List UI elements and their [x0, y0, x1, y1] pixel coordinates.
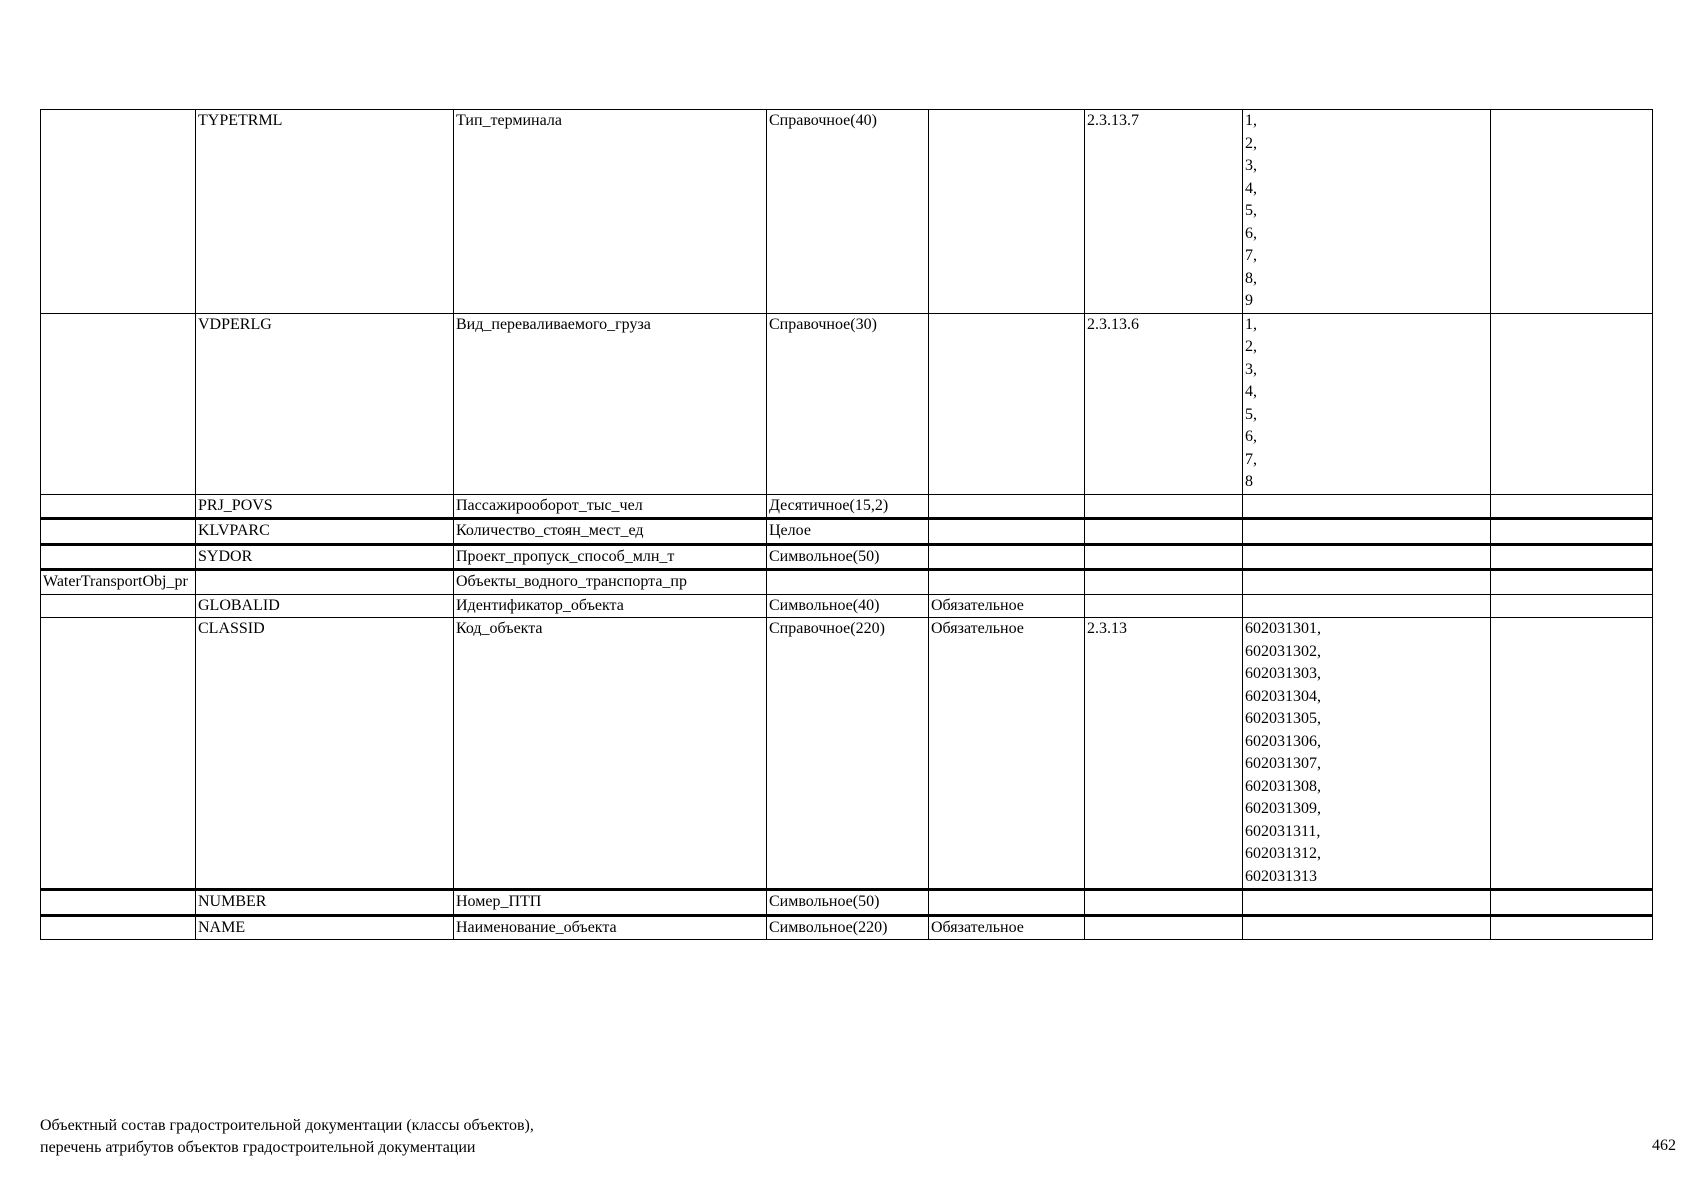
cell-values — [1243, 915, 1491, 940]
table-row — [41, 519, 1653, 545]
cell-type: Справочное(40) — [767, 110, 929, 314]
cell-note — [1491, 110, 1653, 314]
cell-required — [929, 519, 1085, 545]
cell-field: KLVPARC — [196, 519, 454, 545]
cell-ref: 2.3.13.7 — [1085, 110, 1243, 314]
value-item: 3, — [1245, 360, 1257, 378]
cell-ref — [1085, 594, 1243, 618]
footer-line-1: Объектный состав градостроительной документации (классы объектов), — [40, 1117, 534, 1134]
table-row — [41, 544, 1653, 570]
cell-class — [41, 313, 196, 494]
cell-values — [1243, 519, 1491, 545]
cell-type: Справочное(30) — [767, 313, 929, 494]
value-item: 602031301, — [1245, 620, 1321, 637]
cell-alias: Номер_ПТП — [454, 890, 767, 916]
cell-note — [1491, 494, 1653, 519]
table-body — [41, 110, 1653, 940]
value-item: 9 — [1245, 292, 1253, 309]
cell-required — [929, 890, 1085, 916]
value-item: 5, — [1245, 202, 1257, 219]
cell-note — [1491, 618, 1653, 890]
cell-note — [1491, 890, 1653, 916]
cell-values — [1243, 890, 1491, 916]
cell-required: Обязательное — [929, 618, 1085, 890]
cell-ref — [1085, 915, 1243, 940]
cell-field: SYDOR — [196, 544, 454, 570]
cell-field: PRJ_POVS — [196, 494, 454, 519]
cell-ref — [1085, 544, 1243, 570]
table-row — [41, 915, 1653, 940]
cell-note — [1491, 544, 1653, 570]
cell-class — [41, 544, 196, 570]
cell-values — [1243, 110, 1491, 314]
table-row — [41, 494, 1653, 519]
cell-class — [41, 594, 196, 618]
value-item: 2, — [1245, 134, 1257, 152]
cell-note — [1491, 570, 1653, 595]
value-item: 2, — [1245, 338, 1257, 355]
value-item: 602031313 — [1245, 867, 1317, 885]
cell-class — [41, 915, 196, 940]
cell-required — [929, 544, 1085, 570]
table-row — [41, 313, 1653, 494]
cell-alias: Количество_стоян_мест_ед — [454, 519, 767, 545]
table-row — [41, 618, 1653, 890]
value-item: 602031304, — [1245, 687, 1321, 705]
table-row — [41, 890, 1653, 916]
cell-class — [41, 494, 196, 519]
cell-type: Целое — [767, 519, 929, 545]
cell-field — [196, 570, 454, 595]
value-item: 8, — [1245, 269, 1257, 287]
cell-alias: Код_объекта — [454, 618, 767, 890]
value-item: 4, — [1245, 179, 1257, 197]
cell-alias: Вид_переваливаемого_груза — [454, 313, 767, 494]
value-item: 7, — [1245, 247, 1257, 264]
cell-type: Десятичное(15,2) — [767, 494, 929, 519]
value-item: 6, — [1245, 224, 1257, 242]
value-item: 3, — [1245, 157, 1257, 174]
value-item: 602031303, — [1245, 665, 1321, 682]
attribute-table — [40, 109, 1653, 940]
page-number: 462 — [1652, 1137, 1676, 1154]
cell-field: NAME — [196, 915, 454, 940]
cell-type: Символьное(50) — [767, 544, 929, 570]
value-item: 602031309, — [1245, 800, 1321, 817]
cell-ref: 2.3.13.6 — [1085, 313, 1243, 494]
cell-ref — [1085, 570, 1243, 595]
cell-note — [1491, 915, 1653, 940]
value-item: 602031311, — [1245, 822, 1321, 840]
cell-ref — [1085, 519, 1243, 545]
cell-alias: Пассажирооборот_тыс_чел — [454, 494, 767, 519]
table-row — [41, 110, 1653, 314]
value-item: 8 — [1245, 473, 1253, 490]
footer-line-2: перечень атрибутов объектов градостроительной документации — [40, 1139, 476, 1156]
cell-values — [1243, 618, 1491, 890]
cell-class: WaterTransportObj_pr — [41, 570, 196, 595]
cell-type: Символьное(40) — [767, 594, 929, 618]
cell-type: Символьное(50) — [767, 890, 929, 916]
cell-field: GLOBALID — [196, 594, 454, 618]
cell-class — [41, 519, 196, 545]
cell-values — [1243, 544, 1491, 570]
value-item: 602031312, — [1245, 845, 1321, 862]
cell-class — [41, 618, 196, 890]
cell-class — [41, 110, 196, 314]
cell-values — [1243, 313, 1491, 494]
cell-required — [929, 313, 1085, 494]
table-row — [41, 570, 1653, 595]
cell-required: Обязательное — [929, 594, 1085, 618]
cell-note — [1491, 519, 1653, 545]
cell-ref — [1085, 494, 1243, 519]
value-item: 6, — [1245, 428, 1257, 445]
value-item: 602031302, — [1245, 642, 1321, 660]
value-item: 602031307, — [1245, 755, 1321, 772]
cell-required — [929, 570, 1085, 595]
value-item: 602031306, — [1245, 732, 1321, 750]
cell-type — [767, 570, 929, 595]
cell-values — [1243, 494, 1491, 519]
cell-field: VDPERLG — [196, 313, 454, 494]
table-row — [41, 594, 1653, 618]
value-item: 1, — [1245, 315, 1257, 333]
cell-alias: Проект_пропуск_способ_млн_т — [454, 544, 767, 570]
cell-ref: 2.3.13 — [1085, 618, 1243, 890]
cell-note — [1491, 313, 1653, 494]
cell-field: TYPETRML — [196, 110, 454, 314]
value-item: 602031308, — [1245, 777, 1321, 795]
cell-alias: Наименование_объекта — [454, 915, 767, 940]
cell-required — [929, 110, 1085, 314]
cell-class — [41, 890, 196, 916]
value-item: 1, — [1245, 112, 1257, 129]
cell-alias: Объекты_водного_транспорта_пр — [454, 570, 767, 595]
cell-required — [929, 494, 1085, 519]
value-item: 602031305, — [1245, 710, 1321, 727]
value-item: 5, — [1245, 405, 1257, 423]
cell-ref — [1085, 890, 1243, 916]
value-item: 4, — [1245, 383, 1257, 400]
cell-type: Символьное(220) — [767, 915, 929, 940]
cell-alias: Тип_терминала — [454, 110, 767, 314]
cell-values — [1243, 594, 1491, 618]
footer — [40, 1115, 534, 1159]
cell-field: NUMBER — [196, 890, 454, 916]
cell-values — [1243, 570, 1491, 595]
cell-required: Обязательное — [929, 915, 1085, 940]
cell-field: CLASSID — [196, 618, 454, 890]
cell-alias: Идентификатор_объекта — [454, 594, 767, 618]
cell-note — [1491, 594, 1653, 618]
cell-type: Справочное(220) — [767, 618, 929, 890]
value-item: 7, — [1245, 450, 1257, 468]
